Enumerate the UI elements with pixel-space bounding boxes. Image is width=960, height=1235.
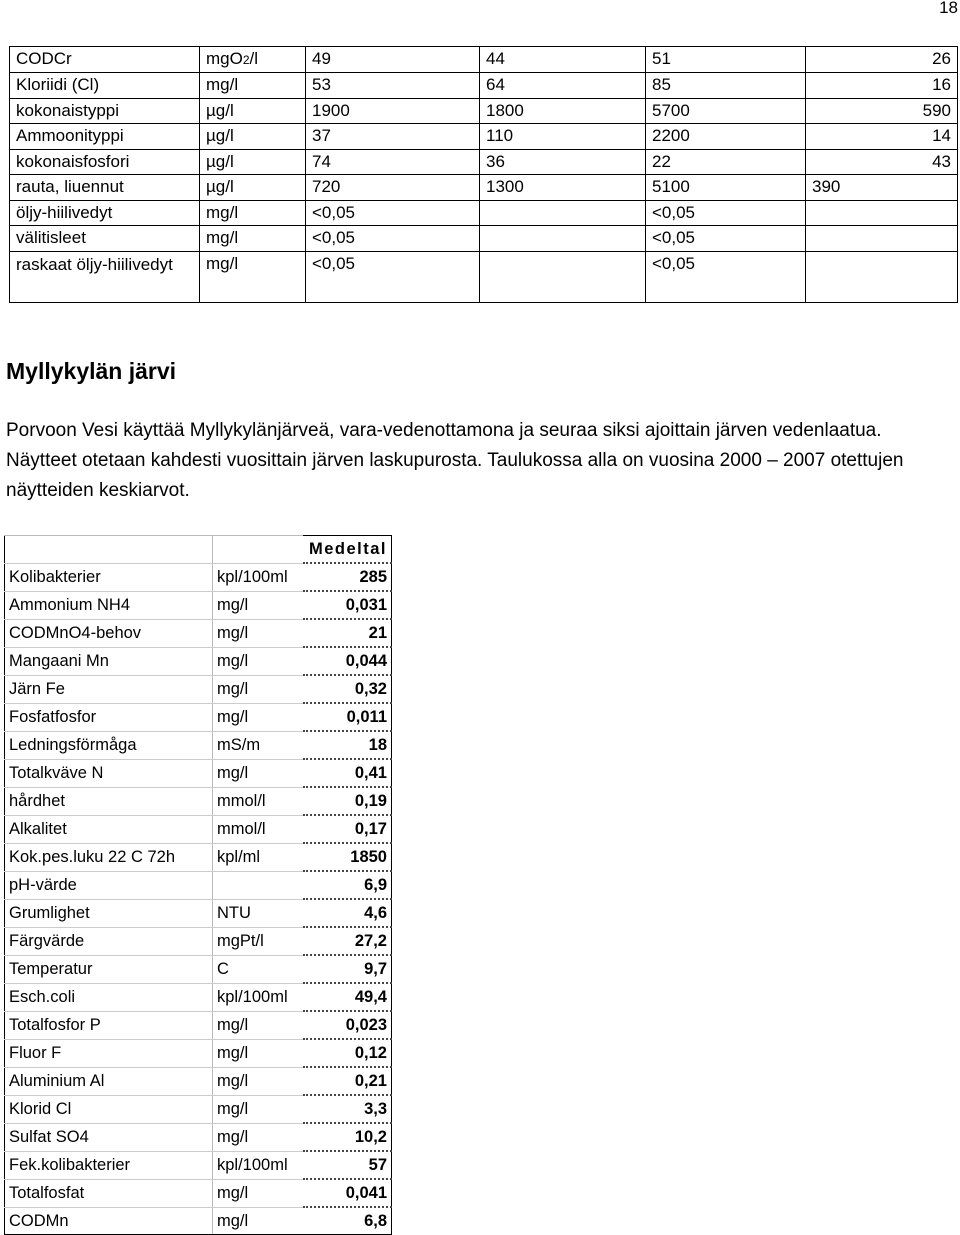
unit-cell: mg/l xyxy=(213,1067,304,1095)
unit-cell: mg/l xyxy=(200,251,306,302)
value-cell: 43 xyxy=(806,149,958,175)
parameter-cell: CODCr xyxy=(10,47,200,73)
value-cell: 22 xyxy=(646,149,806,175)
table-row xyxy=(5,675,392,703)
parameter-cell: Kok.pes.luku 22 C 72h xyxy=(5,843,213,871)
parameter-cell: Totalkväve N xyxy=(5,759,213,787)
header-row xyxy=(5,536,392,564)
unit-cell: mgO2/l xyxy=(200,47,306,73)
value-cell: 36 xyxy=(480,149,646,175)
table-row xyxy=(5,1207,392,1235)
parameter-cell: Aluminium Al xyxy=(5,1067,213,1095)
unit-cell: mg/l xyxy=(213,1123,304,1151)
parameter-cell: Järn Fe xyxy=(5,675,213,703)
value-cell: 85 xyxy=(646,73,806,99)
value-cell xyxy=(480,200,646,226)
unit-cell: kpl/100ml xyxy=(213,563,304,591)
value-cell: 49 xyxy=(306,47,480,73)
unit-cell: mg/l xyxy=(213,1039,304,1067)
value-cell: 390 xyxy=(806,175,958,201)
water-quality-table-bottom xyxy=(4,535,392,1235)
table-row xyxy=(5,1067,392,1095)
table-row xyxy=(5,955,392,983)
table-row xyxy=(5,871,392,899)
value-cell: 0,41 xyxy=(303,759,392,787)
value-cell: <0,05 xyxy=(306,200,480,226)
parameter-cell: Kolibakterier xyxy=(5,563,213,591)
value-cell: <0,05 xyxy=(646,251,806,302)
unit-cell: mg/l xyxy=(213,591,304,619)
value-cell: 0,19 xyxy=(303,787,392,815)
parameter-cell: Fluor F xyxy=(5,1039,213,1067)
header-value-cell: Medeltal xyxy=(303,536,392,564)
parameter-cell: Klorid Cl xyxy=(5,1095,213,1123)
parameter-cell: rauta, liuennut xyxy=(10,175,200,201)
value-cell: 0,17 xyxy=(303,815,392,843)
parameter-cell: raskaat öljy-hiilivedyt xyxy=(10,251,200,302)
unit-cell xyxy=(213,871,304,899)
unit-cell: mg/l xyxy=(200,73,306,99)
unit-cell: mg/l xyxy=(213,1011,304,1039)
table-row xyxy=(5,843,392,871)
table-row xyxy=(5,899,392,927)
table-row xyxy=(10,175,958,201)
bottom-table-body xyxy=(5,536,392,1235)
value-cell: <0,05 xyxy=(646,226,806,252)
value-cell: 0,12 xyxy=(303,1039,392,1067)
value-cell: 0,21 xyxy=(303,1067,392,1095)
unit-cell: mmol/l xyxy=(213,787,304,815)
unit-cell: kpl/ml xyxy=(213,843,304,871)
table-row xyxy=(5,1011,392,1039)
value-cell: <0,05 xyxy=(306,251,480,302)
value-cell: 26 xyxy=(806,47,958,73)
parameter-cell: Fek.kolibakterier xyxy=(5,1151,213,1179)
parameter-cell: hårdhet xyxy=(5,787,213,815)
value-cell: 51 xyxy=(646,47,806,73)
parameter-cell: välitisleet xyxy=(10,226,200,252)
table-row xyxy=(10,200,958,226)
value-cell: 5700 xyxy=(646,98,806,124)
parameter-cell: Färgvärde xyxy=(5,927,213,955)
unit-cell: C xyxy=(213,955,304,983)
top-table-body xyxy=(10,47,958,303)
unit-cell: mg/l xyxy=(213,675,304,703)
unit-cell: mmol/l xyxy=(213,815,304,843)
table-row xyxy=(5,591,392,619)
value-cell: 720 xyxy=(306,175,480,201)
unit-cell: mg/l xyxy=(213,1179,304,1207)
intro-paragraph: Porvoon Vesi käyttää Myllykylänjärveä, vara-vedenottamona ja seuraa siksi ajoittain järven vedenlaatua. Näytteet otetaan kahdesti vuosittain järven laskupurosta. Taulukossa alla on vuosina 2000 – 2007 otettujen näytteiden keskiarvot. xyxy=(6,420,904,501)
parameter-cell: Kloriidi (Cl) xyxy=(10,73,200,99)
value-cell xyxy=(480,251,646,302)
value-cell: 0,031 xyxy=(303,591,392,619)
table-row xyxy=(5,1179,392,1207)
value-cell: 44 xyxy=(480,47,646,73)
value-cell: 590 xyxy=(806,98,958,124)
value-cell: 285 xyxy=(303,563,392,591)
table-row xyxy=(5,1039,392,1067)
table-row xyxy=(5,759,392,787)
page-number: 18 xyxy=(939,0,958,17)
value-cell: 0,044 xyxy=(303,647,392,675)
value-cell: <0,05 xyxy=(646,200,806,226)
header-param-cell xyxy=(5,536,213,564)
value-cell: 6,9 xyxy=(303,871,392,899)
unit-cell: mg/l xyxy=(200,226,306,252)
value-cell: 21 xyxy=(303,619,392,647)
unit-cell: µg/l xyxy=(200,98,306,124)
parameter-cell: Totalfosfor P xyxy=(5,1011,213,1039)
value-cell: 16 xyxy=(806,73,958,99)
table-row xyxy=(10,73,958,99)
parameter-cell: Mangaani Mn xyxy=(5,647,213,675)
parameter-cell: kokonaistyppi xyxy=(10,98,200,124)
unit-cell: kpl/100ml xyxy=(213,1151,304,1179)
value-cell: 53 xyxy=(306,73,480,99)
parameter-cell: Totalfosfat xyxy=(5,1179,213,1207)
value-cell: 2200 xyxy=(646,124,806,150)
parameter-cell: CODMnO4-behov xyxy=(5,619,213,647)
value-cell xyxy=(806,226,958,252)
table-row xyxy=(5,563,392,591)
table-row xyxy=(5,1123,392,1151)
parameter-cell: CODMn xyxy=(5,1207,213,1235)
table-row xyxy=(5,983,392,1011)
parameter-cell: Ledningsförmåga xyxy=(5,731,213,759)
value-cell: 74 xyxy=(306,149,480,175)
parameter-cell: Alkalitet xyxy=(5,815,213,843)
parameter-cell: Temperatur xyxy=(5,955,213,983)
unit-cell: mg/l xyxy=(213,1095,304,1123)
table-row xyxy=(5,927,392,955)
table-row xyxy=(5,815,392,843)
value-cell: 0,023 xyxy=(303,1011,392,1039)
value-cell xyxy=(806,200,958,226)
table-row xyxy=(5,619,392,647)
value-cell: 0,011 xyxy=(303,703,392,731)
section-title: Myllykylän järvi xyxy=(6,358,177,384)
value-cell: 64 xyxy=(480,73,646,99)
value-cell: 4,6 xyxy=(303,899,392,927)
value-cell: 0,041 xyxy=(303,1179,392,1207)
value-cell: 1800 xyxy=(480,98,646,124)
header-unit-cell xyxy=(213,536,304,564)
unit-cell: mg/l xyxy=(213,703,304,731)
value-cell: 10,2 xyxy=(303,1123,392,1151)
table-row xyxy=(5,731,392,759)
unit-cell: mg/l xyxy=(213,759,304,787)
unit-cell: NTU xyxy=(213,899,304,927)
value-cell: 1900 xyxy=(306,98,480,124)
value-cell: 110 xyxy=(480,124,646,150)
value-cell: 6,8 xyxy=(303,1207,392,1235)
unit-cell: mg/l xyxy=(213,1207,304,1235)
unit-cell: µg/l xyxy=(200,175,306,201)
table-row xyxy=(5,1095,392,1123)
table-row xyxy=(5,787,392,815)
parameter-cell: Grumlighet xyxy=(5,899,213,927)
table-row xyxy=(10,98,958,124)
value-cell: 0,32 xyxy=(303,675,392,703)
parameter-cell: Ammonium NH4 xyxy=(5,591,213,619)
table-row xyxy=(10,124,958,150)
parameter-cell: Ammoonityppi xyxy=(10,124,200,150)
value-cell: 9,7 xyxy=(303,955,392,983)
unit-cell: mg/l xyxy=(213,647,304,675)
unit-cell: mgPt/l xyxy=(213,927,304,955)
value-cell: 27,2 xyxy=(303,927,392,955)
table-row xyxy=(5,703,392,731)
parameter-cell: Fosfatfosfor xyxy=(5,703,213,731)
unit-cell: mg/l xyxy=(200,200,306,226)
value-cell: 18 xyxy=(303,731,392,759)
value-cell: 5100 xyxy=(646,175,806,201)
parameter-cell: Esch.coli xyxy=(5,983,213,1011)
parameter-cell: pH-värde xyxy=(5,871,213,899)
value-cell: 1300 xyxy=(480,175,646,201)
value-cell: 3,3 xyxy=(303,1095,392,1123)
table-row xyxy=(5,647,392,675)
water-quality-table-top xyxy=(9,46,958,303)
unit-cell: µg/l xyxy=(200,149,306,175)
table-row xyxy=(10,226,958,252)
value-cell xyxy=(480,226,646,252)
unit-cell: kpl/100ml xyxy=(213,983,304,1011)
value-cell: <0,05 xyxy=(306,226,480,252)
value-cell: 57 xyxy=(303,1151,392,1179)
table-row xyxy=(10,47,958,73)
value-cell: 49,4 xyxy=(303,983,392,1011)
table-row xyxy=(5,1151,392,1179)
parameter-cell: Sulfat SO4 xyxy=(5,1123,213,1151)
table-row xyxy=(10,251,958,302)
parameter-cell: öljy-hiilivedyt xyxy=(10,200,200,226)
table-row xyxy=(10,149,958,175)
value-cell: 1850 xyxy=(303,843,392,871)
unit-cell: µg/l xyxy=(200,124,306,150)
value-cell: 14 xyxy=(806,124,958,150)
parameter-cell: kokonaisfosfori xyxy=(10,149,200,175)
value-cell xyxy=(806,251,958,302)
unit-cell: mS/m xyxy=(213,731,304,759)
unit-cell: mg/l xyxy=(213,619,304,647)
value-cell: 37 xyxy=(306,124,480,150)
